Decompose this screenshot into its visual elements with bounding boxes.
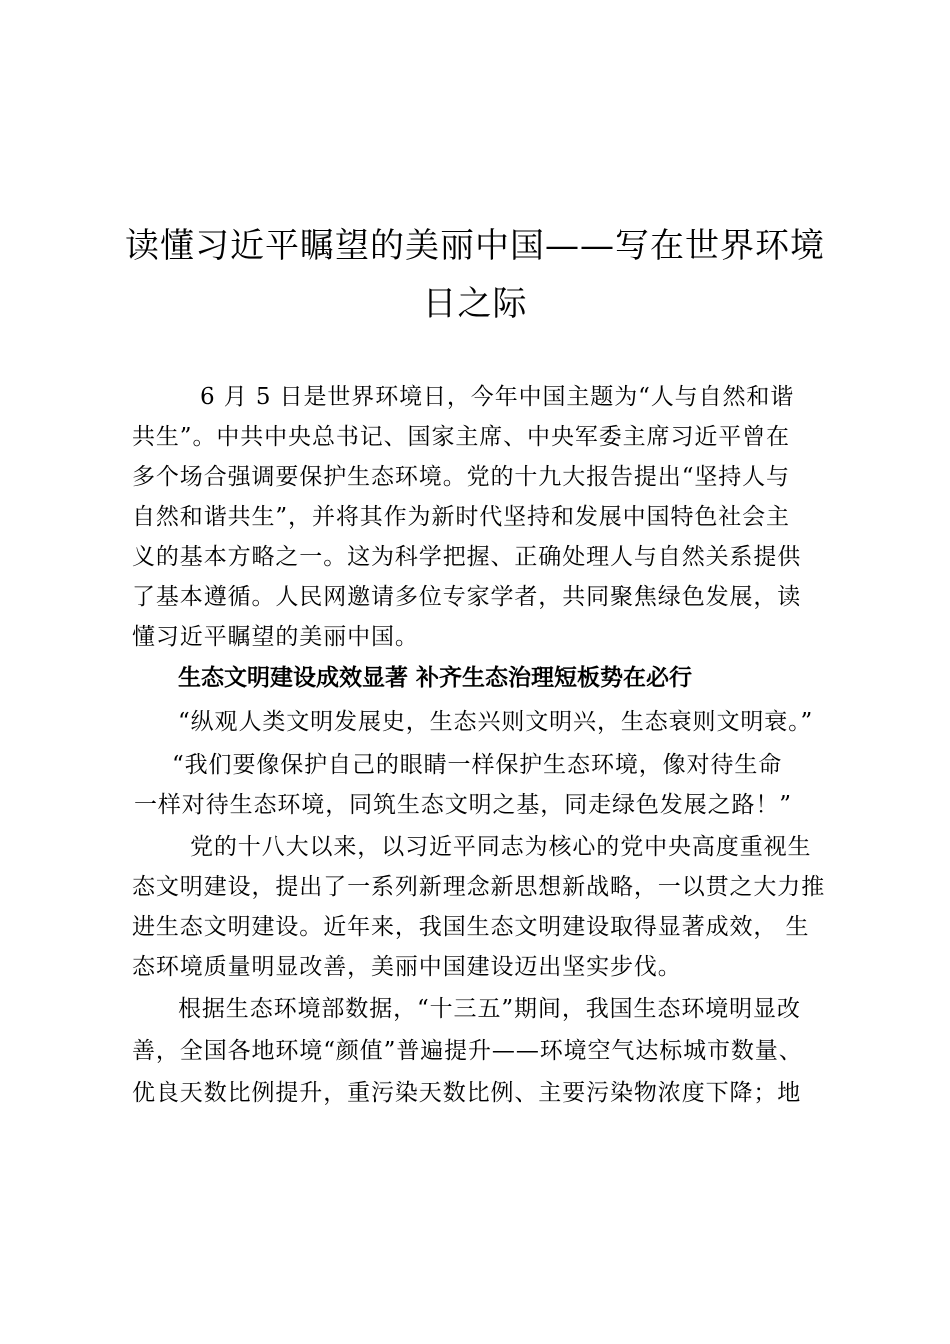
paragraph-1-line-4: 自然和谐共生”，并将其作为新时代坚持和发展中国特色社会主 <box>132 504 790 530</box>
section-heading: 生态文明建设成效显著 补齐生态治理短板势在必行 <box>178 665 693 691</box>
paragraph-2-line-4: 态环境质量明显改善，美丽中国建设迈出坚实步伐。 <box>132 954 682 980</box>
paragraph-1-line-5: 义的基本方略之一。这为科学把握、正确处理人与自然关系提供 <box>132 544 802 570</box>
paragraph-2-line-2: 态文明建设，提出了一系列新理念新思想新战略，一以贯之大力推 <box>132 874 826 900</box>
paragraph-1-line-3: 多个场合强调要保护生态环境。党的十九大报告提出“坚持人与 <box>132 464 790 490</box>
paragraph-2-line-1: 党的十八大以来，以习近平同志为核心的党中央高度重视生 <box>190 834 812 860</box>
paragraph-1-line-1: 6 月 5 日是世界环境日，今年中国主题为“人与自然和谐 <box>200 384 795 410</box>
paragraph-1-line-6: 了基本遵循。人民网邀请多位专家学者，共同聚焦绿色发展，读 <box>132 584 802 610</box>
paragraph-1-line-2: 共生”。中共中央总书记、国家主席、中央军委主席习近平曾在 <box>132 424 790 450</box>
quote-2-line-2: 一样对待生态环境，同筑生态文明之基，同走绿色发展之路！” <box>134 792 792 818</box>
paragraph-3-line-3: 优良天数比例提升，重污染天数比例、主要污染物浓度下降；地 <box>132 1080 802 1106</box>
quote-2-line-1: “我们要像保护自己的眼睛一样保护生态环境，像对待生命 <box>172 752 783 778</box>
title-line-2: 日之际 <box>422 284 528 324</box>
title-line-1: 读懂习近平瞩望的美丽中国——写在世界环境 <box>125 226 825 266</box>
paragraph-2-line-3: 进生态文明建设。近年来，我国生态文明建设取得显著成效， 生 <box>132 914 810 940</box>
paragraph-3-line-2: 善，全国各地环境“颜值”普遍提升——环境空气达标城市数量、 <box>132 1038 803 1064</box>
paragraph-3-line-1: 根据生态环境部数据，“十三五”期间，我国生态环境明显改 <box>178 996 801 1022</box>
paragraph-1-line-7: 懂习近平瞩望的美丽中国。 <box>132 624 419 650</box>
quote-1: “纵观人类文明发展史，生态兴则文明兴，生态衰则文明衰。” <box>178 709 814 735</box>
